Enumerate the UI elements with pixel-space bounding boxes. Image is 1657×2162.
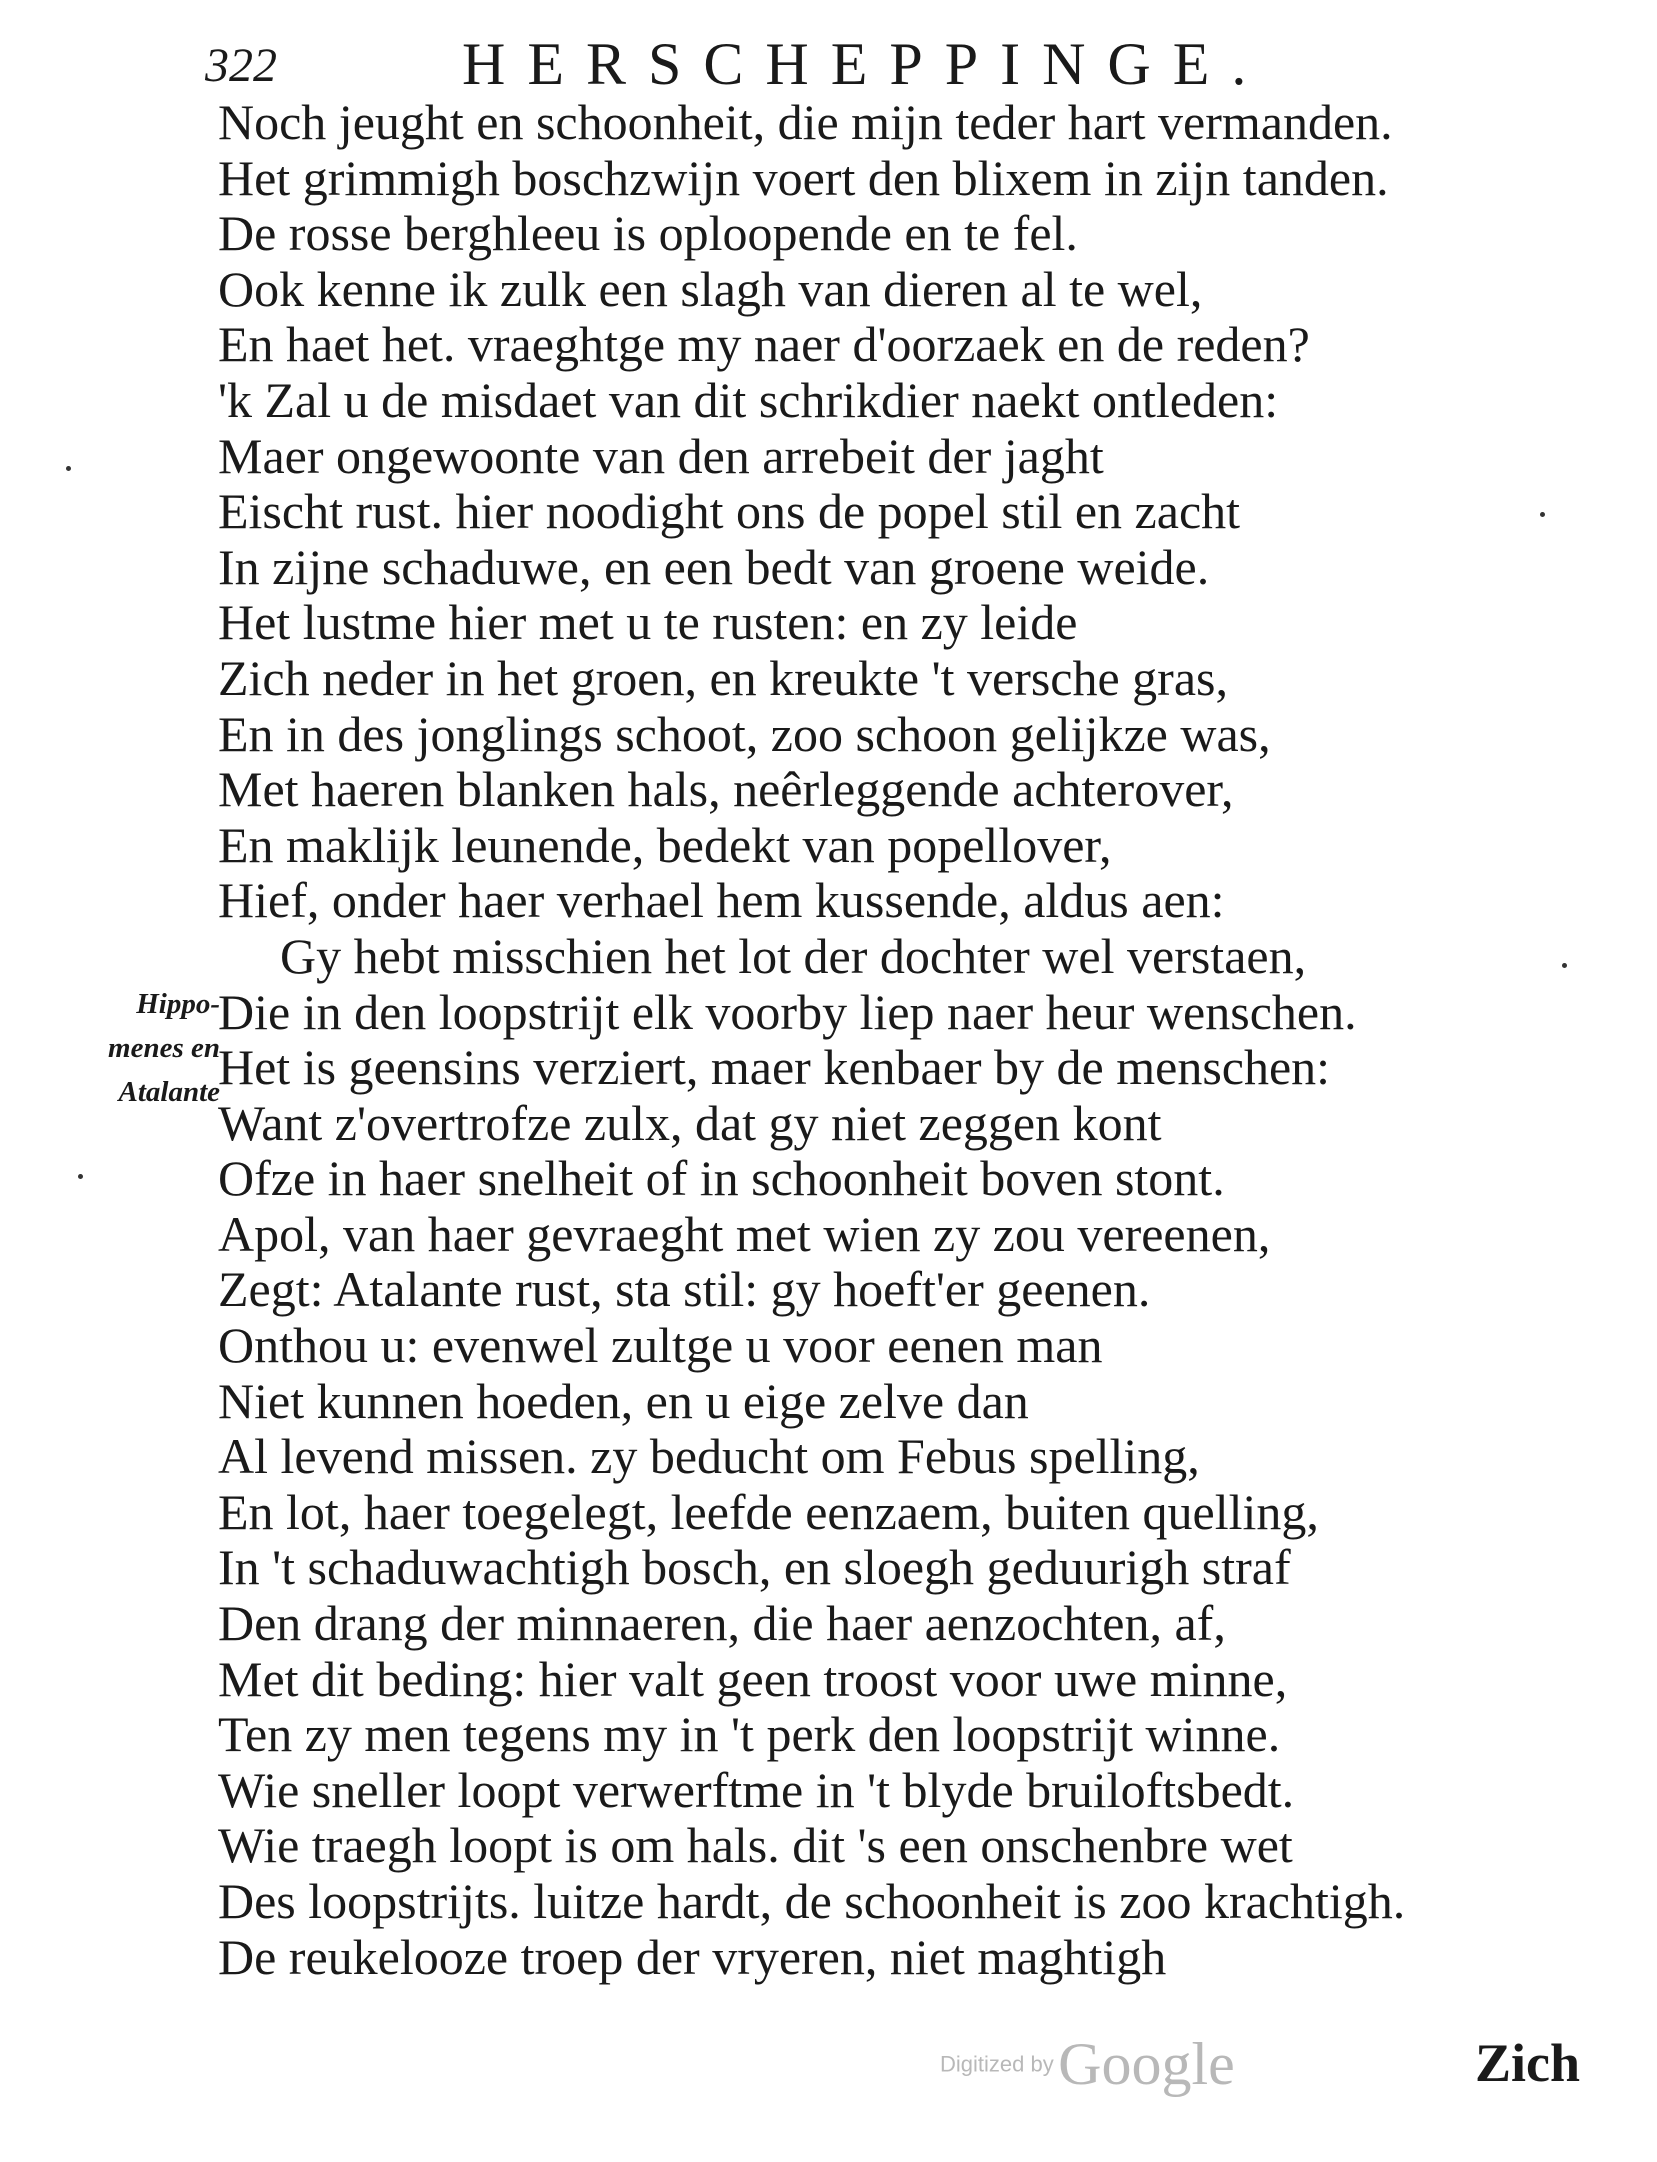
verse-line: En in des jonglings schoot, zoo schoon gelijkze was,: [218, 705, 1271, 762]
verse-line: Die in den loopstrijt elk voorby liep naer heur wenschen.: [218, 983, 1357, 1040]
verse-line: Met dit beding: hier valt geen troost voor uwe minne,: [218, 1650, 1288, 1707]
verse-line: Het lustme hier met u te rusten: en zy leide: [218, 594, 1078, 651]
verse-line: 'k Zal u de misdaet van dit schrikdier naekt ontleden:: [218, 371, 1279, 428]
verse-line: En maklijk leunende, bedekt van popellover,: [218, 816, 1112, 873]
marginal-note: [50, 982, 220, 1114]
digitized-prefix: Digitized by: [940, 2051, 1054, 2077]
verse-line: Den drang der minnaeren, die haer aenzochten, af,: [218, 1595, 1226, 1652]
verse-line: Ofze in haer snelheit of in schoonheit boven stont.: [218, 1150, 1225, 1207]
verse-line: Gy hebt misschien het lot der dochter wel verstaen,: [280, 927, 1307, 984]
verse-line: Niet kunnen hoeden, en u eige zelve dan: [218, 1372, 1029, 1429]
catchword: Zich: [1475, 2033, 1581, 2093]
verse-line: Noch jeught en schoonheit, die mijn teder hart vermanden.: [218, 94, 1393, 150]
verse-line: Ook kenne ik zulk een slagh van dieren al te wel,: [218, 260, 1203, 317]
verse-line: De rosse berghleeu is oploopende en te fel.: [218, 205, 1078, 262]
ink-speck: [66, 466, 71, 471]
verse-line: Des loopstrijts. luitze hardt, de schoonheit is zoo krachtigh.: [218, 1873, 1406, 1929]
verse-line: Het is geensins verziert, maer kenbaer by de menschen:: [218, 1039, 1331, 1096]
ink-speck: [1540, 512, 1545, 517]
verse-line: Hief, onder haer verhael hem kussende, aldus aen:: [218, 872, 1225, 929]
verse-text: [218, 95, 1638, 1985]
digitized-watermark: [940, 2030, 1235, 2099]
verse-line: De reukelooze troep der vryeren, niet maghtigh: [218, 1928, 1167, 1985]
marginal-note-line: Hippo-: [136, 988, 220, 1020]
verse-line: En lot, haer toegelegt, leefde eenzaem, buiten quelling,: [218, 1483, 1319, 1540]
marginal-note-line: Atalante: [118, 1076, 220, 1108]
google-logo: Google: [1058, 2031, 1235, 2097]
verse-line: Eischt rust. hier noodight ons de popel stil en zacht: [218, 483, 1241, 540]
verse-line: Wie traegh loopt is om hals. dit 's een onschenbre wet: [218, 1817, 1293, 1874]
verse-line: Al levend missen. zy beducht om Febus spelling,: [218, 1428, 1200, 1485]
verse-line: Wie sneller loopt verwerftme in 't blyde bruiloftsbedt.: [218, 1761, 1295, 1818]
verse-line: Het grimmigh boschzwijn voert den blixem in zijn tanden.: [218, 149, 1389, 206]
verse-line: Ten zy men tegens my in 't perk den loopstrijt winne.: [218, 1706, 1281, 1763]
verse-line: Zich neder in het groen, en kreukte 't versche gras,: [218, 649, 1228, 706]
verse-line: En haet het. vraeghtge my naer d'oorzaek en de reden?: [218, 316, 1310, 373]
marginal-note-line: menes en: [108, 1032, 220, 1064]
verse-line: In zijne schaduwe, en een bedt van groene weide.: [218, 538, 1210, 595]
verse-line: In 't schaduwachtigh bosch, en sloegh geduurigh straf: [218, 1539, 1291, 1596]
verse-line: Apol, van haer gevraeght met wien zy zou vereenen,: [218, 1205, 1271, 1262]
ink-speck: [1562, 963, 1567, 968]
verse-line: Maer ongewoonte van den arrebeit der jaght: [218, 427, 1104, 484]
verse-line: Want z'overtrofze zulx, dat gy niet zeggen kont: [218, 1094, 1162, 1151]
verse-line: Zegt: Atalante rust, sta stil: gy hoeft'er geenen.: [218, 1261, 1151, 1318]
verse-line: Met haeren blanken hals, neêrleggende achterover,: [218, 761, 1234, 818]
ink-speck: [78, 1174, 83, 1179]
running-title: HERSCHEPPINGE.: [462, 31, 1269, 97]
page-number: 322: [205, 39, 277, 92]
verse-line: Onthou u: evenwel zultge u voor eenen man: [218, 1317, 1103, 1374]
